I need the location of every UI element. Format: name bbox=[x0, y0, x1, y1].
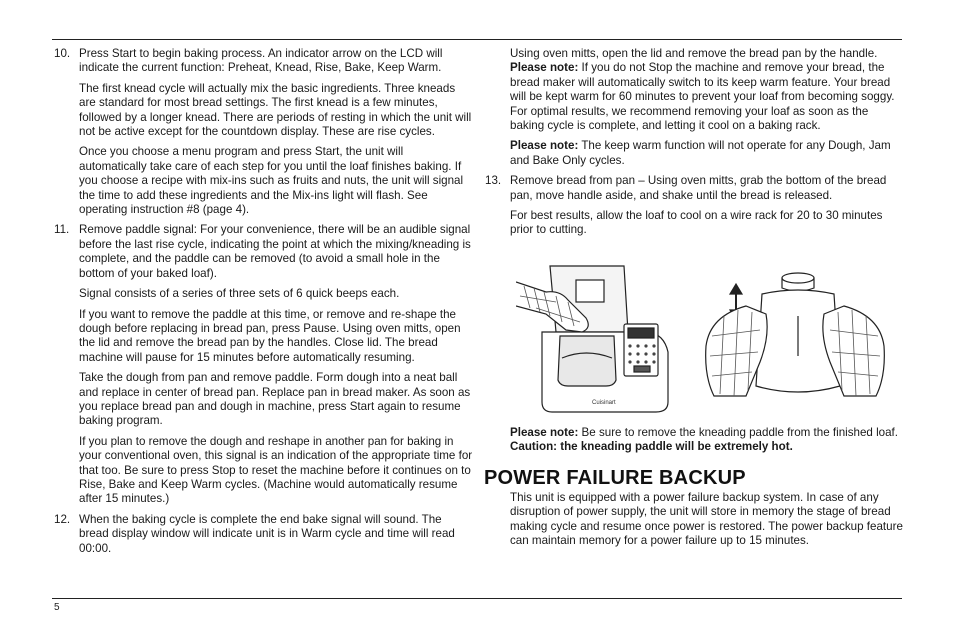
note-remove-paddle bbox=[485, 426, 905, 455]
brand-label: Cuisinart bbox=[592, 400, 616, 406]
paragraph: For best results, allow the loaf to cool on a wire rack for 20 to 30 minutes prior to cutting. bbox=[510, 209, 883, 237]
step-number: 13. bbox=[485, 174, 502, 188]
paragraph: Signal consists of a series of three sets of 6 quick beeps each. bbox=[79, 287, 400, 301]
power-failure-text: This unit is equipped with a power failure backup system. In case of any disruption of power supply, the unit will store in memory the stage of bread making cycle and resume once power is restored. The power backup feature can maintain memory for a power failure up to 15 minutes. bbox=[510, 491, 903, 548]
caution-text: Caution: the kneading paddle will be extremely hot. bbox=[510, 440, 793, 454]
step-number: 10. bbox=[54, 47, 71, 60]
paragraph: If you want to remove the paddle at this time, or remove and re-shape the dough before replacing in bread pan, press Pause. Using oven mitts, open the lid and remove the bread pan by the handles. Close lid. The bread machine will pause for 15 minutes before automatically resuming. bbox=[79, 307, 461, 364]
step-10 bbox=[54, 47, 474, 217]
step-text: Remove paddle signal: For your convenience, there will be an audible signal before the last rise cycle, indicating the point at which the mixing/kneading is complete, and the paddle can be removed (to avoid a small hole in the bottom of your baked loaf). bbox=[79, 223, 471, 280]
step-13 bbox=[485, 174, 905, 238]
note-text: If you do not Stop the machine and remove your bread, the bread maker will automatically switch to its keep warm feature. Your bread will be kept warm for 60 minutes to prevent your loaf from becoming soggy. For optimal results, we recommend removing your loaf as soon as the baking cycle is complete, and letting it cool on a baking rack. bbox=[510, 61, 895, 133]
left-column bbox=[54, 47, 474, 562]
step-12 bbox=[54, 513, 474, 556]
page-number: 5 bbox=[54, 602, 60, 613]
step-11 bbox=[54, 223, 474, 506]
step-text: Press Start to begin baking process. An indicator arrow on the LCD will indicate the current function: Preheat, Knead, Rise, Bake, Keep Warm. bbox=[79, 47, 443, 75]
continued-text: Using oven mitts, open the lid and remove the bread pan by the handle. bbox=[510, 47, 878, 60]
note-text: Be sure to remove the kneading paddle from the finished loaf. bbox=[581, 426, 898, 439]
note-label: Please note: bbox=[510, 61, 579, 75]
step-number: 12. bbox=[54, 512, 71, 526]
right-column-bottom bbox=[485, 426, 905, 461]
right-column-top bbox=[485, 47, 905, 244]
step-text: When the baking cycle is complete the end bake signal will sound. The bread display window will indicate unit is in Warm cycle and time will read 00:00. bbox=[79, 512, 455, 555]
note-keep-warm-exceptions bbox=[485, 139, 905, 168]
shaking-pan-illustration bbox=[700, 266, 890, 416]
paragraph: Once you choose a menu program and press Start, the unit will automatically take care of each step for you until the loaf finishes baking. If you choose a recipe with mix-ins such as fruits and nuts, the unit will signal the time to add these ingredients and the Mix-ins light will flash. See operating instruction #8 (page 4). bbox=[79, 145, 464, 217]
note-keep-warm bbox=[485, 61, 905, 133]
note-label: Please note: bbox=[510, 139, 579, 153]
step-text: Remove bread from pan – Using oven mitts, grab the bottom of the bread pan, move handle aside, and shake until the bread is released. bbox=[510, 174, 887, 202]
paragraph: The first knead cycle will actually mix the basic ingredients. Three kneads are standard for most bread settings. The first knead is a few minutes, followed by a longer knead. There are periods of resting in which the unit will not be active except for the countdown display. These are rise cycles. bbox=[79, 81, 472, 139]
paragraph: If you plan to remove the dough and reshape in another pan for baking in your conventional oven, this signal is an indication of the appropriate time for that too. Be sure to press Stop to reset the machine before it continues on to Rise, Bake and Keep Warm cycles. (Machine would automatically resume after 15 minutes.) bbox=[79, 434, 473, 506]
note-text: The keep warm function will not operate for any Dough, Jam and Bake Only cycles. bbox=[510, 139, 891, 167]
step-number: 11. bbox=[54, 223, 70, 237]
paragraph: Take the dough from pan and remove paddle. Form dough into a neat ball and replace in center of bread pan. Replace pan in bread maker. As soon as you replace bread pan and dough in machine, press Start again to resume baking program. bbox=[79, 371, 471, 428]
bottom-rule bbox=[52, 598, 902, 599]
note-label: Please note: bbox=[510, 426, 579, 439]
bread-maker-illustration bbox=[516, 262, 686, 418]
section-heading: POWER FAILURE BACKUP bbox=[484, 467, 746, 489]
power-failure-section bbox=[485, 491, 905, 555]
top-rule bbox=[52, 39, 902, 40]
